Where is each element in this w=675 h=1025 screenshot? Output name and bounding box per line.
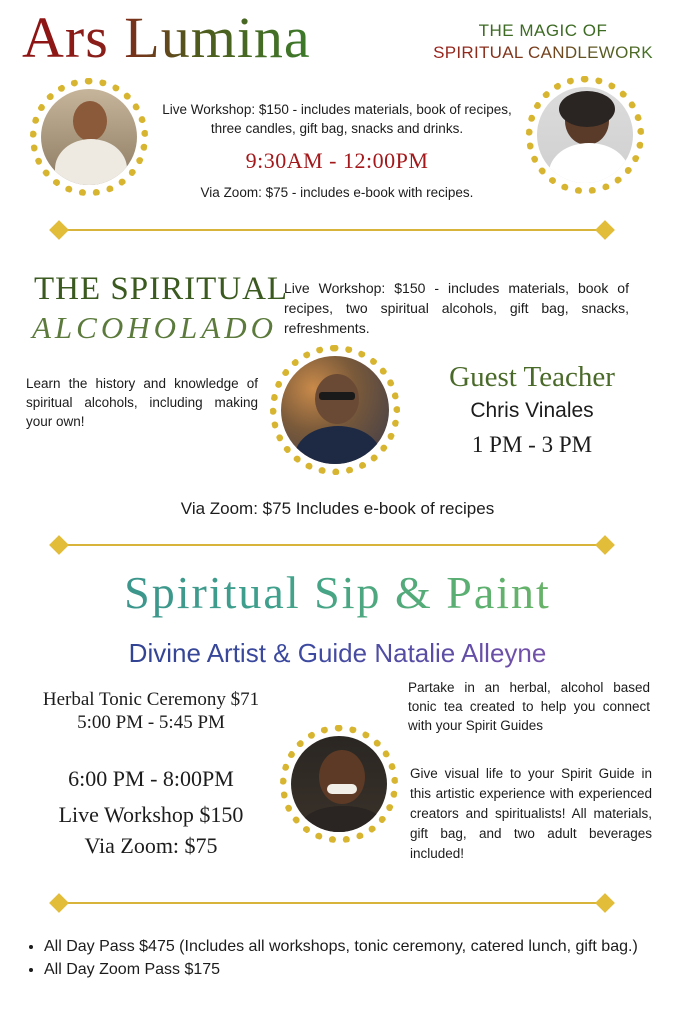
alcoholado-learn-text: Learn the history and knowledge of spiritual alcohols, including making your own! bbox=[26, 376, 258, 429]
avatar-host-left bbox=[30, 78, 148, 196]
magic-line-2: SPIRITUAL CANDLEWORK bbox=[418, 42, 668, 64]
guest-teacher-name: Chris Vinales bbox=[470, 399, 594, 422]
partake-text: Partake in an herbal, alcohol based tonic tea created to help you connect with your Spirit Guides bbox=[408, 680, 650, 733]
avatar-guest-teacher bbox=[270, 345, 400, 475]
workshop-price: Live Workshop $150 bbox=[58, 802, 244, 827]
tonic-ceremony bbox=[20, 688, 282, 734]
divider-2 bbox=[52, 538, 612, 552]
alcoholado-title-line2: ALCOHOLADO bbox=[32, 310, 277, 345]
avatar-artist bbox=[280, 725, 398, 843]
list-item: • All Day Pass $475 (Includes all workshops, tonic ceremony, catered lunch, gift bag.) bbox=[44, 935, 675, 958]
workshop-time: 6:00 PM - 8:00PM bbox=[68, 766, 234, 791]
brand-title: Ars Lumina bbox=[22, 5, 311, 70]
passes-list bbox=[22, 935, 675, 981]
candlework-time: 9:30AM - 12:00PM bbox=[245, 148, 429, 173]
give-life-text: Give visual life to your Spirit Guide in this artistic experience with experienced creators and spiritualists! All materials, gift bag, and two adult beverages included! bbox=[410, 766, 652, 861]
guest-teacher-label: Guest Teacher bbox=[449, 361, 615, 393]
candlework-live-workshop: Live Workshop: $150 - includes materials, book of recipes, three candles, gift bag, snacks and drinks. bbox=[162, 102, 512, 136]
list-item: • All Day Zoom Pass $175 bbox=[44, 958, 675, 981]
divider-1 bbox=[52, 223, 612, 237]
alcoholado-zoom: Via Zoom: $75 Includes e-book of recipes bbox=[180, 499, 495, 518]
subtitle-magic bbox=[418, 20, 668, 64]
candlework-zoom: Via Zoom: $75 - includes e-book with recipes. bbox=[200, 185, 474, 200]
alcoholado-time: 1 PM - 3 PM bbox=[471, 432, 593, 457]
avatar-host-right bbox=[526, 76, 644, 194]
sip-paint-title: Spiritual Sip & Paint bbox=[0, 566, 675, 619]
magic-line-1: THE MAGIC OF bbox=[478, 21, 608, 40]
tonic-ceremony-time: 5:00 PM - 5:45 PM bbox=[77, 712, 225, 733]
alcoholado-live-workshop: Live Workshop: $150 - includes materials, book of recipes, two spiritual alcohols, gift bag, snacks, refreshments. bbox=[284, 280, 629, 336]
zoom-price: Via Zoom: $75 bbox=[84, 833, 218, 858]
tonic-ceremony-label: Herbal Tonic Ceremony $71 bbox=[42, 689, 260, 710]
divider-3 bbox=[52, 896, 612, 910]
sip-paint-subtitle: Divine Artist & Guide Natalie Alleyne bbox=[0, 638, 675, 669]
alcoholado-title-line1: THE SPIRITUAL bbox=[34, 271, 289, 307]
